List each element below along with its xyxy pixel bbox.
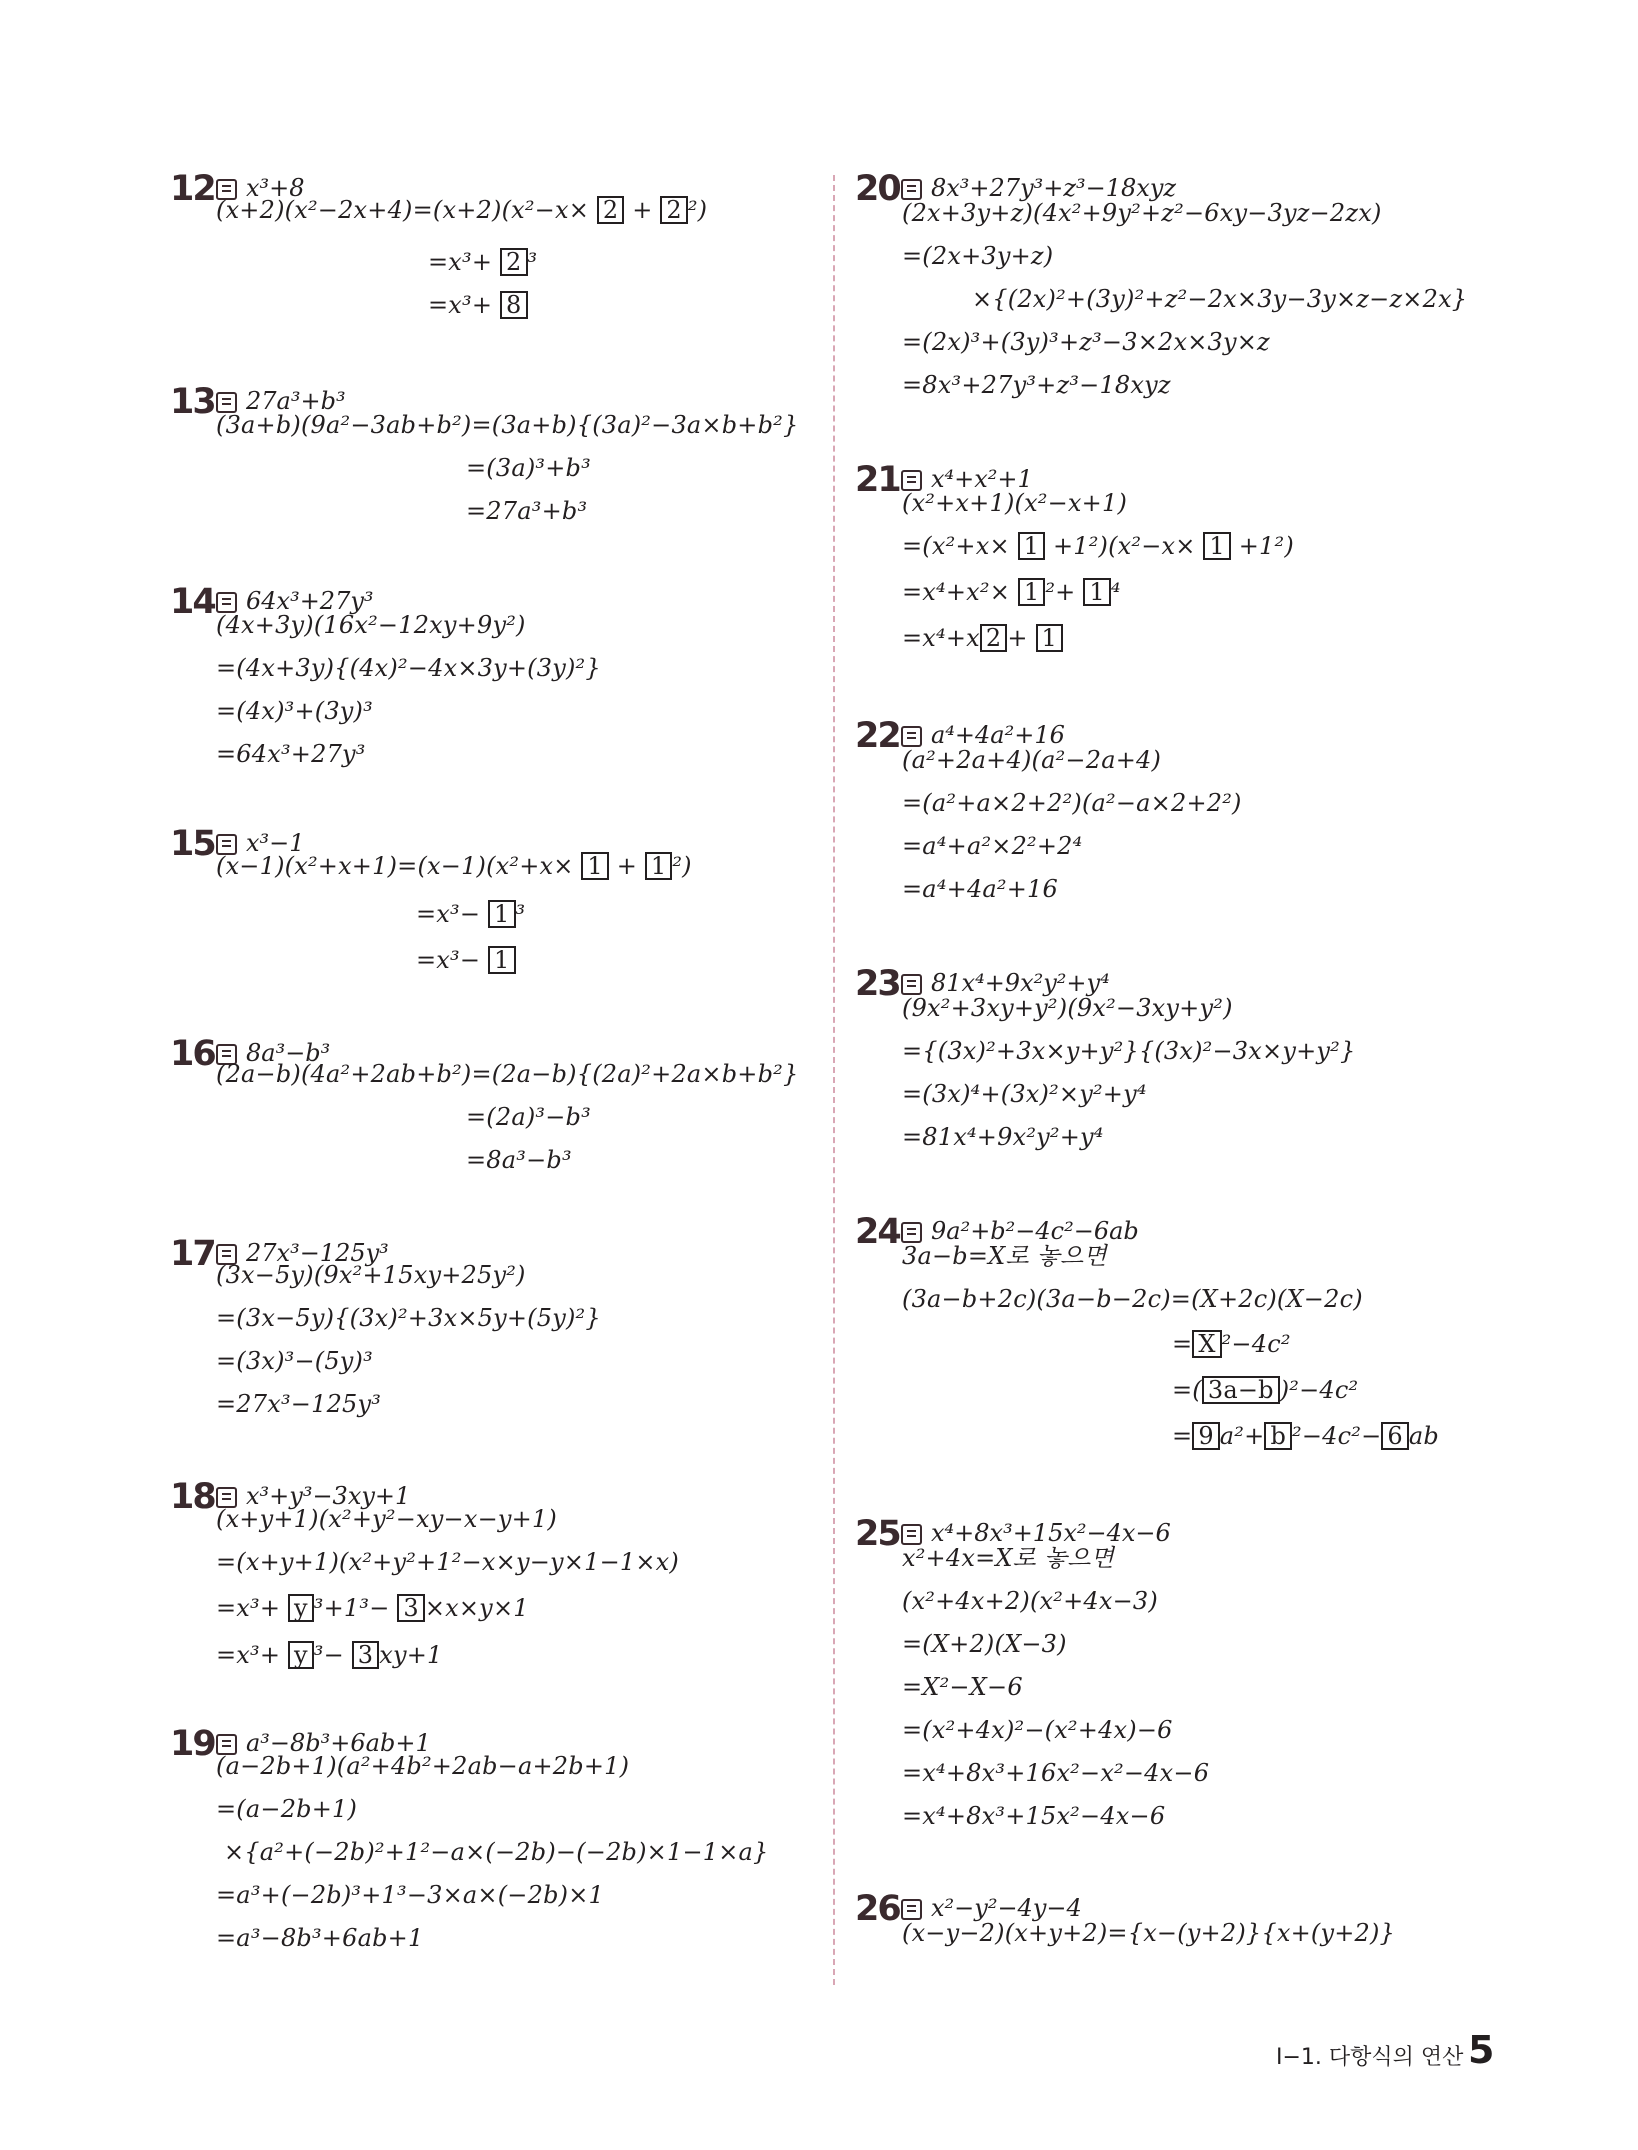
line-text: (x²+x+1)(x²−x+1)	[902, 489, 1128, 517]
answer-box: 3	[352, 1641, 379, 1669]
line-text: ab	[1408, 1422, 1439, 1450]
solution-line	[216, 610, 526, 640]
solution-line	[902, 1284, 1363, 1314]
line-text: (a−2b+1)(a²+4b²+2ab−a+2b+1)	[216, 1752, 630, 1780]
solution-line	[902, 1241, 1107, 1271]
line-text: (x+2)(x²−2x+4)=(x+2)(x²−x×	[216, 196, 597, 224]
solution-line	[902, 488, 1127, 518]
line-text: =x⁴+x²×	[902, 578, 1018, 606]
line-text: =(x²+x×	[902, 532, 1018, 560]
answer-box: 3a−b	[1202, 1376, 1280, 1404]
solution-line	[216, 410, 798, 440]
solution-line	[902, 1036, 1355, 1066]
solution-line	[902, 993, 1233, 1023]
solution-line	[216, 1593, 529, 1623]
line-text: xy+1	[379, 1641, 443, 1669]
line-text: (4x+3y)(16x²−12xy+9y²)	[216, 611, 526, 639]
solution-line	[902, 370, 1171, 400]
solution-line	[216, 1923, 423, 1953]
line-text: =64x³+27y³	[216, 740, 366, 768]
solution-line	[902, 1918, 1395, 1948]
answer-box: 2	[660, 196, 687, 224]
answer-icon	[901, 179, 922, 200]
solution-line	[902, 531, 1294, 561]
line-text: +	[1007, 624, 1036, 652]
answer-text: 8a³−b³	[246, 1039, 331, 1067]
line-text: =(x+y+1)(x²+y²+1²−x×y−y×1−1×x)	[216, 1548, 679, 1576]
answer-box: 2	[500, 248, 527, 276]
answer-text: x³+8	[246, 174, 305, 202]
solution-line	[466, 453, 591, 483]
solution-line	[216, 1389, 381, 1419]
solution-line	[216, 739, 366, 769]
line-text: =a³−8b³+6ab+1	[216, 1924, 424, 1952]
problem-number: 13	[170, 382, 215, 422]
solution-line	[216, 1751, 629, 1781]
line-text: ²−4c²−	[1292, 1422, 1382, 1450]
line-text: (x−y−2)(x+y+2)={x−(y+2)}{x+(y+2)}	[902, 1919, 1396, 1947]
page-number: 5	[1468, 2028, 1495, 2072]
problem-number: 26	[855, 1889, 900, 1929]
line-text: +	[608, 852, 645, 880]
problem-number: 20	[855, 169, 900, 209]
solution-line	[216, 696, 373, 726]
line-text: =8x³+27y³+z³−18xyz	[902, 371, 1171, 399]
line-text: ²)	[672, 852, 692, 880]
line-text: =(2x)³+(3y)³+z³−3×2x×3y×z	[902, 328, 1270, 356]
line-text: =8a³−b³	[466, 1146, 572, 1174]
answer-box: 1	[1083, 578, 1110, 606]
line-text: (2a−b)(4a²+2ab+b²)=(2a−b){(2a)²+2a×b+b²}	[216, 1060, 799, 1088]
line-text: ²−4c²	[1221, 1330, 1291, 1358]
problem-number: 23	[855, 964, 900, 1004]
solution-line	[902, 788, 1242, 818]
solution-line	[428, 290, 528, 320]
line-text: =(3x)³−(5y)³	[216, 1347, 373, 1375]
solution-line	[216, 195, 707, 225]
line-text: =(a²+a×2+2²)(a²−a×2+2²)	[902, 789, 1242, 817]
answer-text: x²−y²−4y−4	[931, 1894, 1082, 1922]
problem-number: 18	[170, 1477, 215, 1517]
solution-line	[902, 1629, 1067, 1659]
line-text: (a²+2a+4)(a²−2a+4)	[902, 746, 1162, 774]
problem-number: 15	[170, 824, 215, 864]
column-divider	[833, 175, 835, 1985]
line-text: =x³+	[428, 248, 501, 276]
line-text: =27x³−125y³	[216, 1390, 382, 1418]
solution-line	[216, 1794, 357, 1824]
line-text: =	[1172, 1330, 1193, 1358]
answer-box: 1	[1018, 532, 1045, 560]
line-text: =a⁴+a²×2²+2⁴	[902, 832, 1083, 860]
answer-text: x³+y³−3xy+1	[246, 1482, 411, 1510]
solution-line	[1172, 1375, 1358, 1405]
line-text: =a⁴+4a²+16	[902, 875, 1058, 903]
line-text: =(	[1172, 1376, 1202, 1404]
line-text: =(2x+3y+z)	[902, 242, 1054, 270]
line-text: ×{(2x)²+(3y)²+z²−2x×3y−3y×z−z×2x}	[972, 285, 1468, 313]
line-text: =x⁴+x	[902, 624, 980, 652]
line-text: ²)	[687, 196, 708, 224]
line-text: =x⁴+8x³+15x²−4x−6	[902, 1802, 1166, 1830]
answer-box: 1	[581, 852, 608, 880]
line-text: ³+1³−	[313, 1594, 398, 1622]
line-text: =	[1172, 1422, 1193, 1450]
line-text: ³	[515, 900, 526, 928]
answer-text: 8x³+27y³+z³−18xyz	[931, 174, 1177, 202]
solution-line	[902, 1543, 1114, 1573]
line-text: =(3x−5y){(3x)²+3x×5y+(5y)²}	[216, 1304, 601, 1332]
line-text: =(a−2b+1)	[216, 1795, 358, 1823]
answer-text: 27x³−125y³	[246, 1239, 389, 1267]
solution-line	[902, 1586, 1158, 1616]
line-text: )²−4c²	[1279, 1376, 1359, 1404]
answer-text: 64x³+27y³	[246, 587, 374, 615]
solution-line	[902, 623, 1063, 653]
answer-box: 1	[1036, 624, 1063, 652]
solution-line	[902, 1079, 1147, 1109]
answer-text: x³−1	[246, 829, 305, 857]
line-text: =(2a)³−b³	[466, 1103, 591, 1131]
answer-text: 81x⁴+9x²y²+y⁴	[931, 969, 1110, 997]
answer-text: a⁴+4a²+16	[931, 721, 1065, 749]
line-text: (3a+b)(9a²−3ab+b²)=(3a+b){(3a)²−3a×b+b²}	[216, 411, 799, 439]
line-text: =X²−X−6	[902, 1673, 1023, 1701]
solution-line	[216, 1640, 443, 1670]
line-text: ²+	[1045, 578, 1084, 606]
solution-line	[902, 198, 1382, 228]
answer-box: b	[1264, 1422, 1292, 1450]
problem-number: 22	[855, 716, 900, 756]
solution-line	[216, 1059, 798, 1089]
solution-line	[902, 1122, 1104, 1152]
line-text: ×x×y×1	[424, 1594, 529, 1622]
line-text: (9x²+3xy+y²)(9x²−3xy+y²)	[902, 994, 1233, 1022]
problem-number: 19	[170, 1724, 215, 1764]
solution-line	[1172, 1329, 1291, 1359]
solution-line	[902, 241, 1053, 271]
line-text: =a³+(−2b)³+1³−3×a×(−2b)×1	[216, 1881, 604, 1909]
answer-box: 2	[980, 624, 1007, 652]
problem-number: 25	[855, 1514, 900, 1554]
answer-icon	[901, 974, 922, 995]
line-text: (x−1)(x²+x+1)=(x−1)(x²+x×	[216, 852, 582, 880]
answer-box: y	[288, 1641, 314, 1669]
solution-line	[902, 874, 1058, 904]
answer-box: 1	[645, 852, 672, 880]
line-text: (2x+3y+z)(4x²+9y²+z²−6xy−3yz−2zx)	[902, 199, 1382, 227]
solution-line	[216, 1346, 373, 1376]
line-text: =x⁴+8x³+16x²−x²−4x−6	[902, 1759, 1210, 1787]
solution-line	[466, 1102, 591, 1132]
line-text: +1²)(x²−x×	[1045, 532, 1204, 560]
solution-line	[216, 1260, 526, 1290]
answer-box: 3	[397, 1594, 424, 1622]
answer-box: 1	[488, 946, 515, 974]
answer-text: x⁴+8x³+15x²−4x−6	[931, 1519, 1171, 1547]
problem-number: 16	[170, 1034, 215, 1074]
solution-line	[416, 899, 525, 929]
line-text: ³	[527, 248, 538, 276]
line-text: (x+y+1)(x²+y²−xy−x−y+1)	[216, 1505, 557, 1533]
solution-line	[902, 1715, 1173, 1745]
line-text: =(4x+3y){(4x)²−4x×3y+(3y)²}	[216, 654, 601, 682]
solution-line	[902, 1672, 1023, 1702]
solution-line	[902, 745, 1161, 775]
answer-icon	[901, 1222, 922, 1243]
line-text: (3x−5y)(9x²+15xy+25y²)	[216, 1261, 526, 1289]
line-text: ×{a²+(−2b)²+1²−a×(−2b)−(−2b)×1−1×a}	[224, 1838, 769, 1866]
line-text: =(3a)³+b³	[466, 454, 591, 482]
line-text: +1²)	[1230, 532, 1294, 560]
line-text: =x³+	[428, 291, 501, 319]
line-text: x²+4x=X로 놓으면	[902, 1544, 1115, 1572]
line-text: =(4x)³+(3y)³	[216, 697, 373, 725]
answer-box: 2	[597, 196, 624, 224]
answer-box: 9	[1192, 1422, 1219, 1450]
answer-box: 1	[1018, 578, 1045, 606]
line-text: ⁴	[1110, 578, 1121, 606]
solution-line	[428, 247, 537, 277]
solution-line	[902, 831, 1082, 861]
answer-icon	[901, 1524, 922, 1545]
line-text: =x³−	[416, 900, 489, 928]
solution-line	[466, 1145, 572, 1175]
answer-text: x⁴+x²+1	[931, 465, 1033, 493]
problem-number: 17	[170, 1234, 215, 1274]
answer-text: a³−8b³+6ab+1	[246, 1729, 431, 1757]
solution-line	[216, 653, 601, 683]
line-text: ³−	[313, 1641, 352, 1669]
solution-line	[902, 577, 1121, 607]
problem-number: 14	[170, 582, 215, 622]
problem-number: 12	[170, 169, 215, 209]
answer-icon	[901, 1899, 922, 1920]
problem-number: 21	[855, 460, 900, 500]
solution-line	[216, 851, 692, 881]
solution-line	[466, 496, 587, 526]
solution-line	[1172, 1421, 1439, 1451]
solution-line	[902, 1758, 1209, 1788]
answer-box: 8	[500, 291, 527, 319]
answer-icon	[901, 726, 922, 747]
line-text: +	[624, 196, 661, 224]
line-text: ={(3x)²+3x×y+y²}{(3x)²−3x×y+y²}	[902, 1037, 1356, 1065]
line-text: =81x⁴+9x²y²+y⁴	[902, 1123, 1104, 1151]
solution-line	[972, 284, 1467, 314]
answer-text: 9a²+b²−4c²−6ab	[931, 1217, 1139, 1245]
answer-box: 1	[1203, 532, 1230, 560]
solution-line	[416, 945, 516, 975]
solution-line	[224, 1837, 769, 1867]
line-text: (3a−b+2c)(3a−b−2c)=(X+2c)(X−2c)	[902, 1285, 1363, 1313]
section-label: Ⅰ−1. 다항식의 연산	[1276, 2045, 1464, 2070]
line-text: =(x²+4x)²−(x²+4x)−6	[902, 1716, 1173, 1744]
solution-line	[216, 1547, 679, 1577]
problem-number: 24	[855, 1212, 900, 1252]
line-text: (x²+4x+2)(x²+4x−3)	[902, 1587, 1158, 1615]
line-text: =x³+	[216, 1594, 289, 1622]
answer-box: 1	[488, 900, 515, 928]
answer-box: 6	[1381, 1422, 1408, 1450]
line-text: =27a³+b³	[466, 497, 588, 525]
line-text: =(X+2)(X−3)	[902, 1630, 1067, 1658]
answer-box: y	[288, 1594, 314, 1622]
line-text: a²+	[1219, 1422, 1265, 1450]
solution-line	[902, 327, 1270, 357]
solution-line	[216, 1504, 557, 1534]
solution-line	[216, 1303, 601, 1333]
line-text: =(3x)⁴+(3x)²×y²+y⁴	[902, 1080, 1147, 1108]
answer-text: 27a³+b³	[246, 387, 346, 415]
line-text: =x³−	[416, 946, 489, 974]
solution-line	[902, 1801, 1165, 1831]
answer-box: X	[1192, 1330, 1221, 1358]
line-text: 3a−b=X로 놓으면	[902, 1242, 1107, 1270]
line-text: =x³+	[216, 1641, 289, 1669]
solution-line	[216, 1880, 604, 1910]
